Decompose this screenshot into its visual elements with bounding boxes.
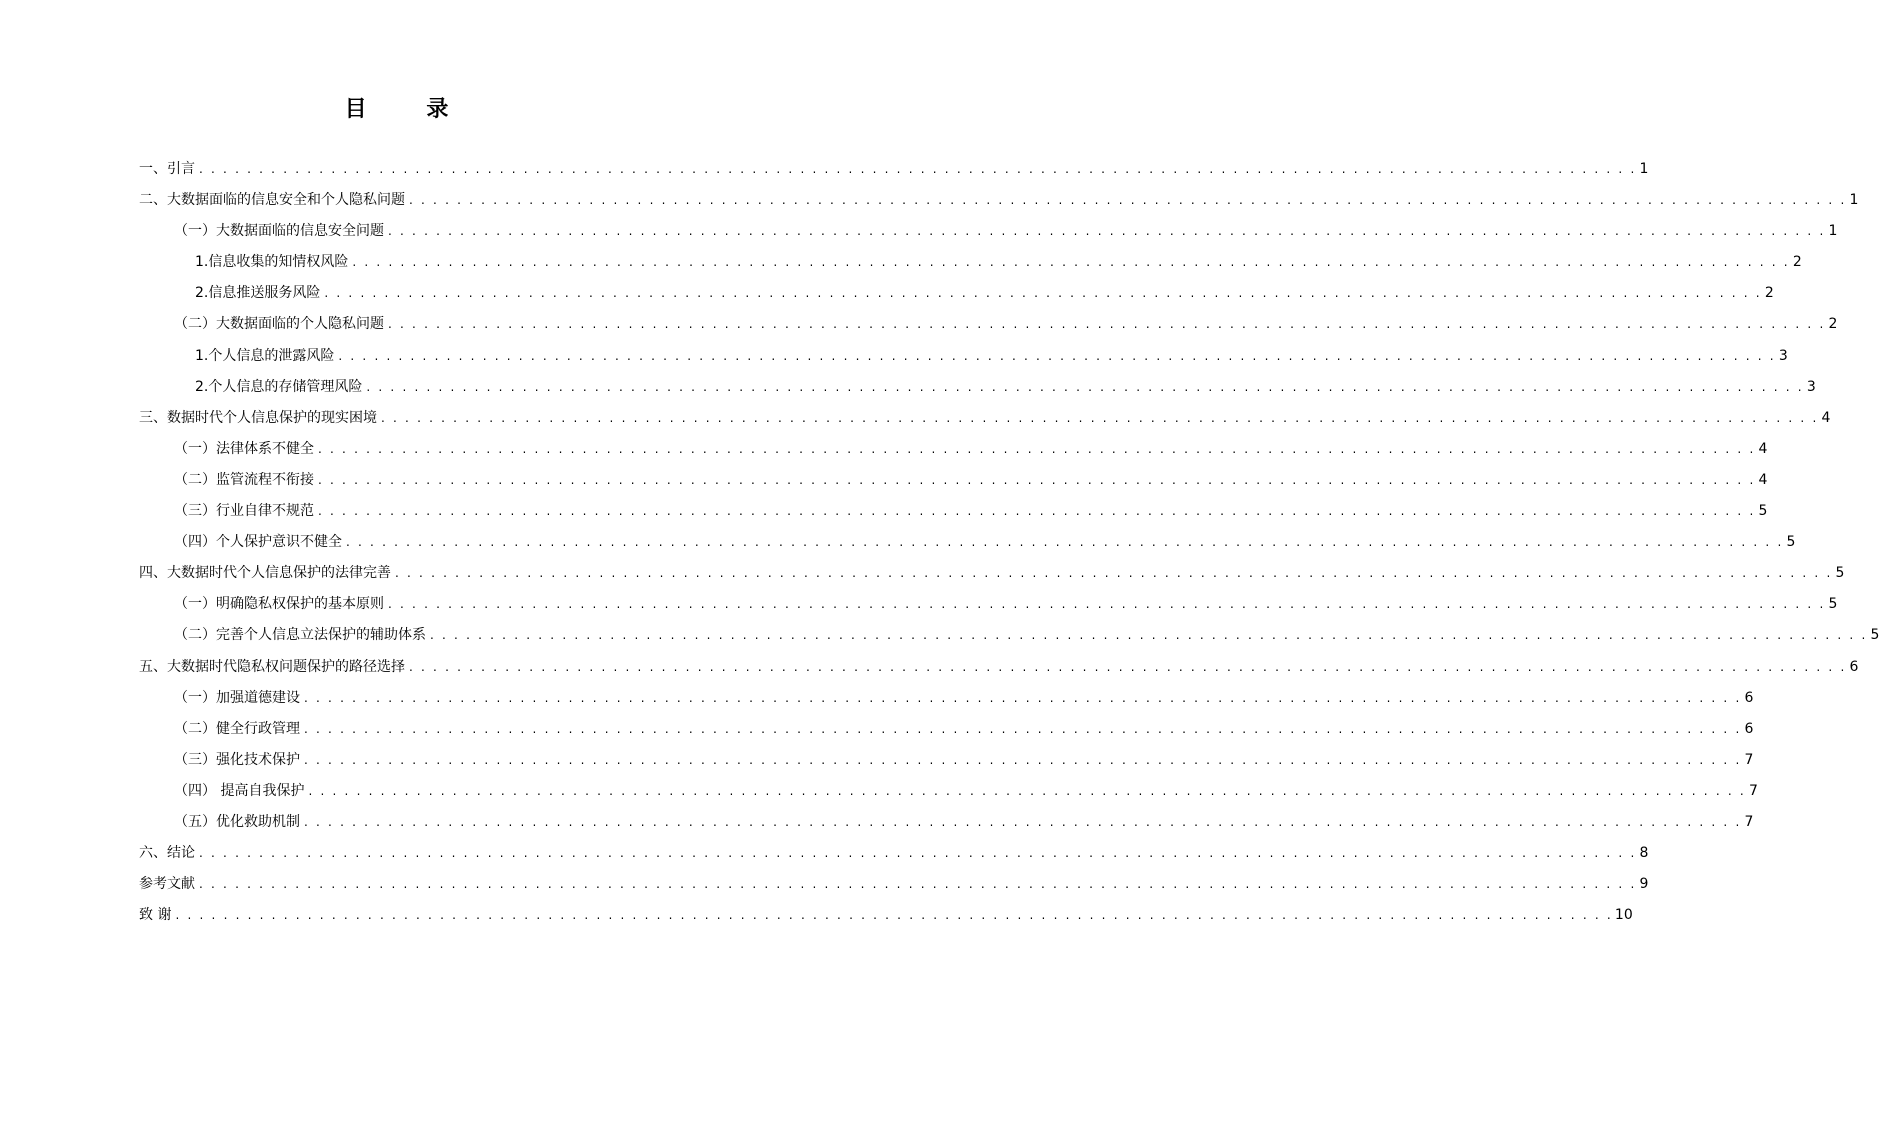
- dot-leader: . . . . . . . . . . . . . . . . . . . . . . . . . . . . . . . . . . . . . . . . . . . . . . . . . . . . . . . . . . . . . . . . . . . . . . . . . . . . . . . . . . . . . . . . . . . . . . . . . . . . . . . . . . . . . . . . . . . . . . . .: [388, 597, 1826, 612]
- toc-entry-page-number: 4: [1758, 471, 1768, 488]
- toc-entry-page-number: 7: [1749, 782, 1758, 799]
- toc-entry-page-number: 2: [1792, 254, 1802, 271]
- dot-leader: . . . . . . . . . . . . . . . . . . . . . . . . . . . . . . . . . . . . . . . . . . . . . . . . . . . . . . . . . . . . . . . . . . . . . . . . . . . . . . . . . . . . . . . . . . . . . . . . . . . . . . . . . . . . . . . . . . . . . . . .: [366, 379, 1804, 394]
- toc-entry[interactable]: [139, 838, 1649, 869]
- toc-entry-page-number: 6: [1744, 720, 1754, 737]
- toc-entry[interactable]: [139, 216, 1838, 247]
- toc-entry-page-number: 8: [1639, 845, 1649, 862]
- toc-entry-label: （二）健全行政管理: [174, 720, 300, 737]
- dot-leader: . . . . . . . . . . . . . . . . . . . . . . . . . . . . . . . . . . . . . . . . . . . . . . . . . . . . . . . . . . . . . . . . . . . . . . . . . . . . . . . . . . . . . . . . . . . . . . . . . . . . . . . . . . . . . . . . . . . . . . . .: [304, 814, 1742, 829]
- toc-entry-label: 五、大数据时代隐私权问题保护的路径选择: [139, 658, 405, 675]
- toc-entry-label: （四）个人保护意识不健全: [174, 534, 342, 551]
- dot-leader: . . . . . . . . . . . . . . . . . . . . . . . . . . . . . . . . . . . . . . . . . . . . . . . . . . . . . . . . . . . . . . . . . . . . . . . . . . . . . . . . . . . . . . . . . . . . . . . . . . . . . . . . . . . . . . . . . . . . . . . .: [346, 535, 1784, 550]
- toc-entry-page-number: 5: [1758, 503, 1768, 520]
- dot-leader: . . . . . . . . . . . . . . . . . . . . . . . . . . . . . . . . . . . . . . . . . . . . . . . . . . . . . . . . . . . . . . . . . . . . . . . . . . . . . . . . . . . . . . . . . . . . . . . . . . . . . . . . . . . . . . . . . . . . . . . .: [175, 908, 1613, 923]
- toc-entry-label: 六、结论: [139, 845, 195, 862]
- toc-entry-label: （二）监管流程不衔接: [174, 471, 314, 488]
- toc-entry-page-number: 1: [1849, 192, 1859, 209]
- toc-entry[interactable]: [139, 620, 1879, 651]
- toc-entry[interactable]: [139, 247, 1802, 278]
- toc-entry[interactable]: [139, 558, 1845, 589]
- toc-entry[interactable]: [139, 745, 1754, 776]
- toc-entry-label: （一）明确隐私权保护的基本原则: [174, 596, 384, 613]
- toc-entry-label: 一、引言: [139, 161, 195, 177]
- toc-entry-label: （三）行业自律不规范: [174, 503, 314, 520]
- toc-entry-label: （三）强化技术保护: [174, 751, 300, 768]
- toc-entry[interactable]: [139, 714, 1754, 745]
- toc-entry-label: 二、大数据面临的信息安全和个人隐私问题: [139, 192, 405, 209]
- toc-entry-label: 参考文献: [139, 876, 195, 893]
- dot-leader: . . . . . . . . . . . . . . . . . . . . . . . . . . . . . . . . . . . . . . . . . . . . . . . . . . . . . . . . . . . . . . . . . . . . . . . . . . . . . . . . . . . . . . . . . . . . . . . . . . . . . . . . . . . . . . . . . . . . . . . .: [388, 317, 1826, 332]
- toc-entry[interactable]: [139, 434, 1768, 465]
- toc-entry-page-number: 2: [1764, 285, 1774, 302]
- toc-entry-page-number: 3: [1806, 378, 1816, 395]
- toc-entry-page-number: 7: [1744, 813, 1754, 830]
- toc-entry[interactable]: [139, 309, 1838, 340]
- toc-entry-label: 致 谢: [139, 907, 172, 924]
- dot-leader: . . . . . . . . . . . . . . . . . . . . . . . . . . . . . . . . . . . . . . . . . . . . . . . . . . . . . . . . . . . . . . . . . . . . . . . . . . . . . . . . . . . . . . . . . . . . . . . . . . . . . . . . . . . . . . . . . . . . . . . .: [430, 628, 1868, 643]
- dot-leader: . . . . . . . . . . . . . . . . . . . . . . . . . . . . . . . . . . . . . . . . . . . . . . . . . . . . . . . . . . . . . . . . . . . . . . . . . . . . . . . . . . . . . . . . . . . . . . . . . . . . . . . . . . . . . . . . . . . . . . . .: [388, 224, 1826, 239]
- toc-entry-label: （一）法律体系不健全: [174, 440, 314, 457]
- toc-entry[interactable]: [139, 341, 1788, 372]
- toc-entry-label: （一）大数据面临的信息安全问题: [174, 223, 384, 240]
- toc-entry-label: 1.信息收集的知情权风险: [195, 254, 349, 271]
- toc-entry-page-number: 4: [1821, 409, 1831, 426]
- toc-entry-label: （五）优化救助机制: [174, 813, 300, 830]
- toc-entry-label: 三、数据时代个人信息保护的现实困境: [139, 409, 377, 426]
- dot-leader: . . . . . . . . . . . . . . . . . . . . . . . . . . . . . . . . . . . . . . . . . . . . . . . . . . . . . . . . . . . . . . . . . . . . . . . . . . . . . . . . . . . . . . . . . . . . . . . . . . . . . . . . . . . . . . . . . . . . . . . .: [318, 472, 1756, 487]
- toc-entry-page-number: 5: [1786, 534, 1796, 551]
- dot-leader: . . . . . . . . . . . . . . . . . . . . . . . . . . . . . . . . . . . . . . . . . . . . . . . . . . . . . . . . . . . . . . . . . . . . . . . . . . . . . . . . . . . . . . . . . . . . . . . . . . . . . . . . . . . . . . . . . . . . . . . .: [409, 659, 1847, 674]
- dot-leader: . . . . . . . . . . . . . . . . . . . . . . . . . . . . . . . . . . . . . . . . . . . . . . . . . . . . . . . . . . . . . . . . . . . . . . . . . . . . . . . . . . . . . . . . . . . . . . . . . . . . . . . . . . . . . . . . . . . . . . . .: [199, 846, 1637, 861]
- dot-leader: . . . . . . . . . . . . . . . . . . . . . . . . . . . . . . . . . . . . . . . . . . . . . . . . . . . . . . . . . . . . . . . . . . . . . . . . . . . . . . . . . . . . . . . . . . . . . . . . . . . . . . . . . . . . . . . . . . . . . . . .: [199, 162, 1637, 176]
- dot-leader: . . . . . . . . . . . . . . . . . . . . . . . . . . . . . . . . . . . . . . . . . . . . . . . . . . . . . . . . . . . . . . . . . . . . . . . . . . . . . . . . . . . . . . . . . . . . . . . . . . . . . . . . . . . . . . . . . . . . . . . .: [381, 410, 1819, 425]
- toc-entry-page-number: 7: [1744, 751, 1754, 768]
- toc-entry[interactable]: [139, 683, 1754, 714]
- dot-leader: . . . . . . . . . . . . . . . . . . . . . . . . . . . . . . . . . . . . . . . . . . . . . . . . . . . . . . . . . . . . . . . . . . . . . . . . . . . . . . . . . . . . . . . . . . . . . . . . . . . . . . . . . . . . . . . . . . . . . . . .: [338, 348, 1776, 363]
- toc-entry[interactable]: [139, 185, 1859, 216]
- toc-entry-page-number: 2: [1828, 316, 1838, 333]
- toc-entry-page-number: 3: [1778, 347, 1788, 364]
- toc-entry[interactable]: [139, 776, 1758, 807]
- toc-entry-page-number: 5: [1870, 627, 1879, 644]
- toc-entry-label: （一）加强道德建设: [174, 689, 300, 706]
- toc-entry[interactable]: [139, 154, 1649, 185]
- toc-entry-page-number: 6: [1744, 689, 1754, 706]
- toc-entry[interactable]: [139, 527, 1796, 558]
- toc-entry-label: 1.个人信息的泄露风险: [195, 347, 335, 364]
- toc-entry-label: 四、大数据时代个人信息保护的法律完善: [139, 565, 391, 582]
- dot-leader: . . . . . . . . . . . . . . . . . . . . . . . . . . . . . . . . . . . . . . . . . . . . . . . . . . . . . . . . . . . . . . . . . . . . . . . . . . . . . . . . . . . . . . . . . . . . . . . . . . . . . . . . . . . . . . . . . . . . . . . .: [352, 255, 1790, 270]
- dot-leader: . . . . . . . . . . . . . . . . . . . . . . . . . . . . . . . . . . . . . . . . . . . . . . . . . . . . . . . . . . . . . . . . . . . . . . . . . . . . . . . . . . . . . . . . . . . . . . . . . . . . . . . . . . . . . . . . . . . . . . . .: [304, 721, 1742, 736]
- toc-entry[interactable]: [139, 869, 1649, 900]
- toc-entry[interactable]: [139, 372, 1816, 403]
- toc-entry-page-number: 1: [1639, 161, 1649, 177]
- toc-entry-page-number: 1: [1828, 223, 1838, 240]
- dot-leader: . . . . . . . . . . . . . . . . . . . . . . . . . . . . . . . . . . . . . . . . . . . . . . . . . . . . . . . . . . . . . . . . . . . . . . . . . . . . . . . . . . . . . . . . . . . . . . . . . . . . . . . . . . . . . . . . . . . . . . . .: [409, 193, 1847, 208]
- dot-leader: . . . . . . . . . . . . . . . . . . . . . . . . . . . . . . . . . . . . . . . . . . . . . . . . . . . . . . . . . . . . . . . . . . . . . . . . . . . . . . . . . . . . . . . . . . . . . . . . . . . . . . . . . . . . . . . . . . . . . . . .: [199, 877, 1637, 892]
- toc-entry-page-number: 10: [1614, 907, 1633, 924]
- page-title: 目 录: [344, 97, 475, 122]
- dot-leader: . . . . . . . . . . . . . . . . . . . . . . . . . . . . . . . . . . . . . . . . . . . . . . . . . . . . . . . . . . . . . . . . . . . . . . . . . . . . . . . . . . . . . . . . . . . . . . . . . . . . . . . . . . . . . . . . . . . . . . . .: [318, 441, 1756, 456]
- toc-entry[interactable]: [139, 589, 1838, 620]
- toc-entry-page-number: 9: [1639, 876, 1649, 893]
- toc-entry-page-number: 6: [1849, 658, 1859, 675]
- toc-entry-label: （二）完善个人信息立法保护的辅助体系: [174, 627, 426, 644]
- toc-list: [139, 154, 1879, 931]
- toc-entry-label: （四） 提高自我保护: [174, 782, 305, 799]
- dot-leader: . . . . . . . . . . . . . . . . . . . . . . . . . . . . . . . . . . . . . . . . . . . . . . . . . . . . . . . . . . . . . . . . . . . . . . . . . . . . . . . . . . . . . . . . . . . . . . . . . . . . . . . . . . . . . . . . . . . . . . . .: [304, 752, 1742, 767]
- dot-leader: . . . . . . . . . . . . . . . . . . . . . . . . . . . . . . . . . . . . . . . . . . . . . . . . . . . . . . . . . . . . . . . . . . . . . . . . . . . . . . . . . . . . . . . . . . . . . . . . . . . . . . . . . . . . . . . . . . . . . . . .: [395, 566, 1833, 581]
- toc-entry-label: （二）大数据面临的个人隐私问题: [174, 316, 384, 333]
- toc-entry[interactable]: [139, 900, 1633, 931]
- dot-leader: . . . . . . . . . . . . . . . . . . . . . . . . . . . . . . . . . . . . . . . . . . . . . . . . . . . . . . . . . . . . . . . . . . . . . . . . . . . . . . . . . . . . . . . . . . . . . . . . . . . . . . . . . . . . . . . . . . . . . . . .: [318, 504, 1756, 519]
- toc-entry-page-number: 4: [1758, 440, 1768, 457]
- dot-leader: . . . . . . . . . . . . . . . . . . . . . . . . . . . . . . . . . . . . . . . . . . . . . . . . . . . . . . . . . . . . . . . . . . . . . . . . . . . . . . . . . . . . . . . . . . . . . . . . . . . . . . . . . . . . . . . . . . . . . . . .: [304, 690, 1742, 705]
- toc-entry[interactable]: [139, 278, 1774, 309]
- dot-leader: . . . . . . . . . . . . . . . . . . . . . . . . . . . . . . . . . . . . . . . . . . . . . . . . . . . . . . . . . . . . . . . . . . . . . . . . . . . . . . . . . . . . . . . . . . . . . . . . . . . . . . . . . . . . . . . . . . . . . . . .: [324, 286, 1762, 301]
- toc-entry-label: 2.信息推送服务风险: [195, 285, 321, 302]
- dot-leader: . . . . . . . . . . . . . . . . . . . . . . . . . . . . . . . . . . . . . . . . . . . . . . . . . . . . . . . . . . . . . . . . . . . . . . . . . . . . . . . . . . . . . . . . . . . . . . . . . . . . . . . . . . . . . . . . . . . . . . . .: [308, 783, 1746, 798]
- toc-entry[interactable]: [139, 496, 1768, 527]
- toc-entry[interactable]: [139, 652, 1859, 683]
- toc-entry-page-number: 5: [1835, 565, 1845, 582]
- toc-entry[interactable]: [139, 403, 1831, 434]
- toc-entry-label: 2.个人信息的存储管理风险: [195, 378, 363, 395]
- toc-entry-page-number: 5: [1828, 596, 1838, 613]
- toc-entry[interactable]: [139, 807, 1754, 838]
- toc-entry[interactable]: [139, 465, 1768, 496]
